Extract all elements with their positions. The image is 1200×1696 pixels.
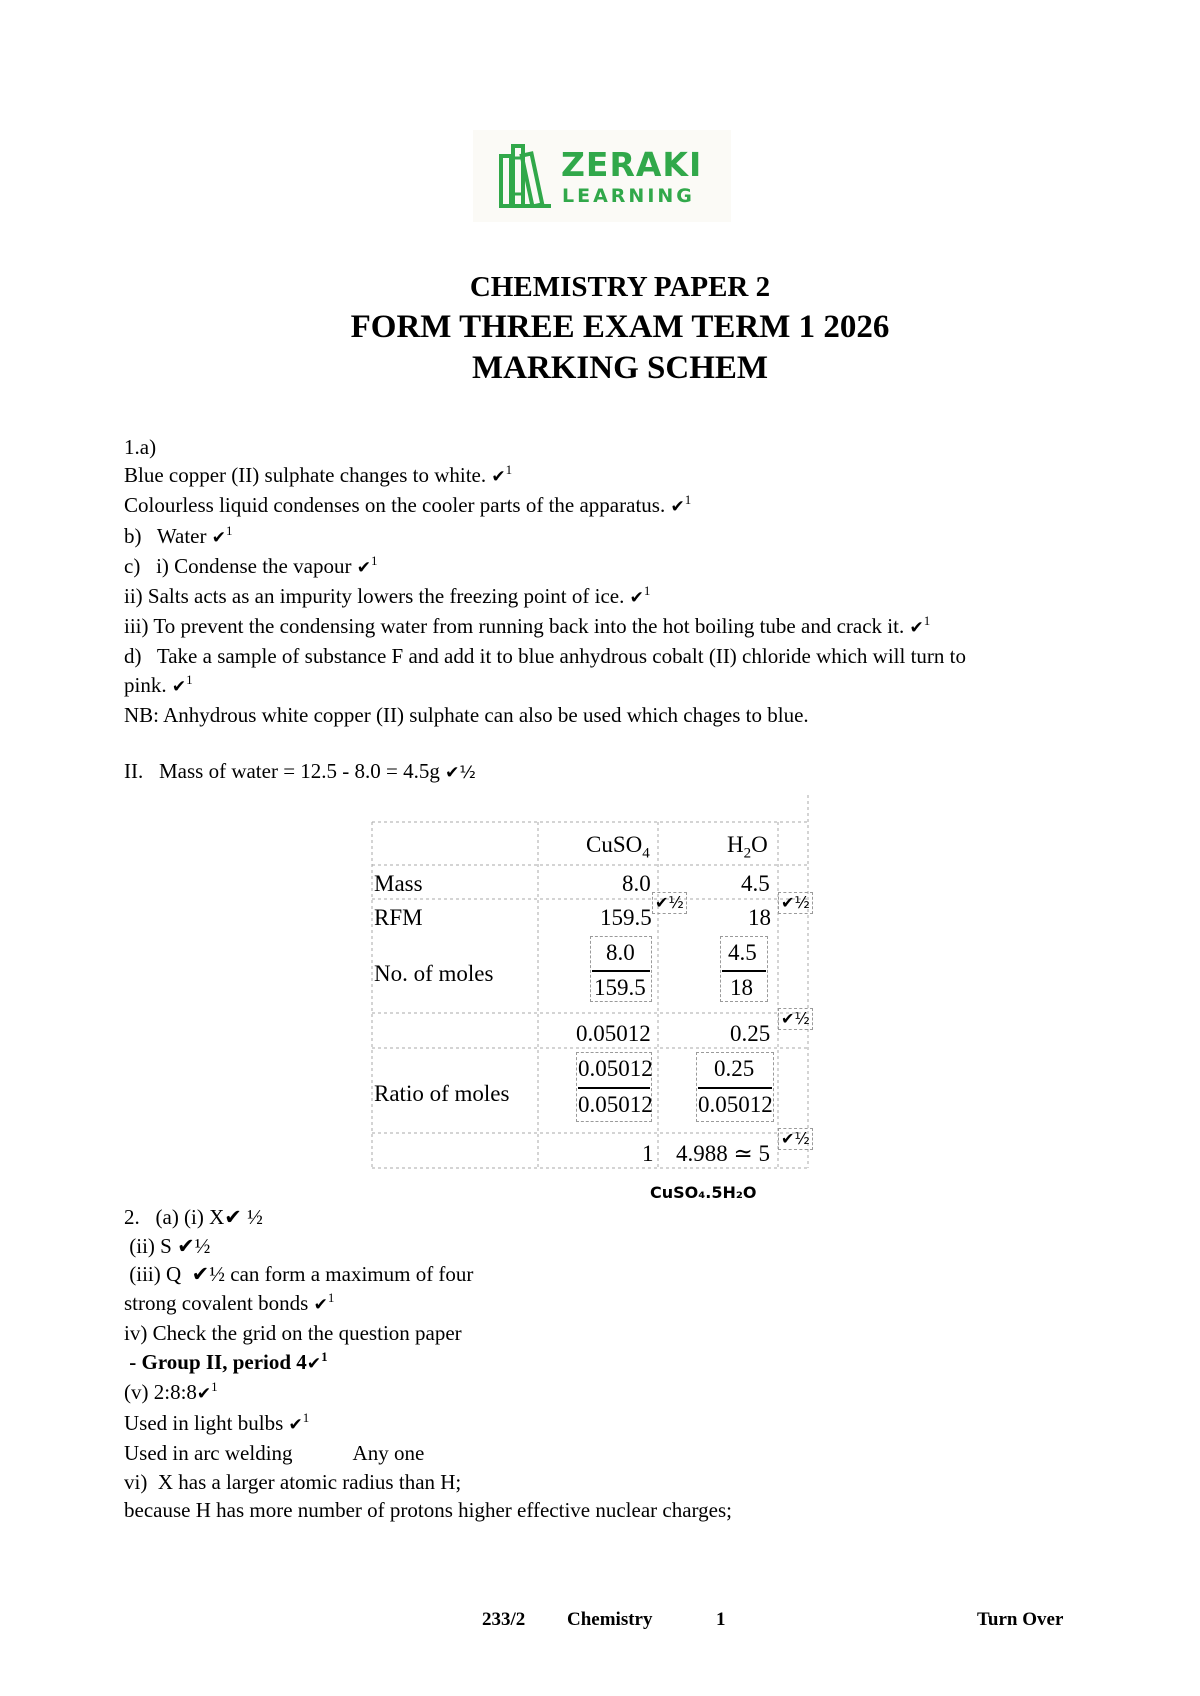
tick-half-rfm-1: ✔½: [652, 892, 687, 914]
q2-ii: (ii) S ✔½: [124, 1233, 211, 1258]
q2-iii: (iii) Q ✔½ can form a maximum of four: [124, 1262, 474, 1286]
paper-title: CHEMISTRY PAPER 2: [469, 271, 771, 303]
moles-cuso4-num: 8.0: [606, 940, 635, 965]
q2-v-use1: Used in light bulbs ✔$^1$: [124, 1409, 310, 1435]
ratio-cuso4-den: 0.05012: [578, 1092, 653, 1117]
ratio-cuso4-value: 1: [642, 1141, 654, 1166]
q1-label: 1.a): [124, 435, 157, 459]
rfm-cuso4: 159.5: [600, 905, 652, 930]
footer-page-number: 1: [716, 1609, 726, 1630]
ratio-h2o-num: 0.25: [714, 1056, 755, 1081]
col-header-cuso4: CuSO$_4$: [586, 832, 650, 862]
q2-vi-reason: because H has more number of protons higher effective nuclear charges;: [124, 1498, 732, 1522]
books-icon: [499, 142, 555, 208]
tick-half-rfm-2: ✔½: [778, 892, 813, 914]
q1-d1: d) Take a sample of substance F and add it to blue anhydrous cobalt (II) chloride which will turn to: [124, 644, 967, 669]
q1-d2: pink. ✔$^1$: [124, 671, 193, 697]
footer-turn-over: Turn Over: [977, 1609, 1064, 1630]
zeraki-logo: [473, 130, 731, 222]
footer-code: 233/2: [482, 1609, 526, 1630]
tick-half-ratio: ✔½: [778, 1128, 813, 1150]
q2-vi: vi) X has a larger atomic radius than H;: [124, 1469, 462, 1494]
rfm-h2o: 18: [748, 905, 771, 930]
q1-c3: iii) To prevent the condensing water from running back into the hot boiling tube and crack it. ✔$^1$: [124, 613, 931, 639]
q2-v: (v) 2:8:8✔$^1$: [124, 1379, 218, 1404]
moles-h2o-value: 0.25: [730, 1021, 771, 1046]
q2-iv-answer: - Group II, period 4✔$^1$: [124, 1348, 328, 1374]
q2-a-i: 2. (a) (i) X✔ ½: [124, 1205, 263, 1229]
q1-nb: NB: Anhydrous white copper (II) sulphate can also be used which chages to blue.: [124, 702, 809, 727]
question-2-answers: [124, 1203, 1124, 1525]
footer-subject: Chemistry: [567, 1609, 653, 1630]
ratio-cuso4-num: 0.05012: [578, 1056, 653, 1081]
row-label-ratio: Ratio of moles: [374, 1081, 510, 1106]
logo-sub-text: LEARNING: [562, 185, 695, 207]
empirical-formula: CuSO₄.5H₂O: [650, 1183, 757, 1202]
mass-cuso4: 8.0: [622, 871, 651, 896]
q2-v-use2: Used in arc welding Any one: [124, 1441, 425, 1465]
q1-c2: ii) Salts acts as an impurity lowers the freezing point of ice. ✔$^1$: [124, 583, 651, 609]
q1-a2: Colourless liquid condenses on the cooler parts of the apparatus. ✔$^1$: [124, 492, 692, 518]
marking-scheme-title: MARKING SCHEM: [471, 350, 769, 386]
mass-h2o: 4.5: [741, 871, 770, 896]
q1-ii: II. Mass of water = 12.5 - 8.0 = 4.5g ✔½: [124, 759, 476, 784]
moles-cuso4-den: 159.5: [594, 975, 646, 1000]
col-header-h2o: $H_2O$: [727, 832, 768, 862]
row-label-rfm: RFM: [374, 905, 423, 930]
ratio-h2o-value: 4.988 ≃ 5: [676, 1141, 771, 1166]
tick-half-moles: ✔½: [778, 1008, 813, 1030]
ratio-h2o-den: 0.05012: [698, 1092, 773, 1117]
moles-h2o-num: 4.5: [728, 940, 757, 965]
moles-h2o-den: 18: [730, 975, 753, 1000]
logo-brand-text: ZERAKI: [561, 145, 703, 184]
row-label-mass: Mass: [374, 871, 423, 896]
q1-a1: Blue copper (II) sulphate changes to white. ✔$^1$: [124, 462, 513, 488]
moles-cuso4-value: 0.05012: [576, 1021, 651, 1046]
exam-title: FORM THREE EXAM TERM 1 2026: [350, 309, 890, 345]
row-label-moles: No. of moles: [374, 961, 494, 986]
q2-iii-cont: strong covalent bonds ✔$^1$: [124, 1289, 335, 1315]
q1-c1: c) i) Condense the vapour ✔$^1$: [124, 552, 378, 578]
q2-iv: iv) Check the grid on the question paper: [124, 1321, 462, 1345]
question-1-answers: [124, 433, 1124, 787]
q1-b: b) Water ✔$^1$: [124, 522, 233, 548]
